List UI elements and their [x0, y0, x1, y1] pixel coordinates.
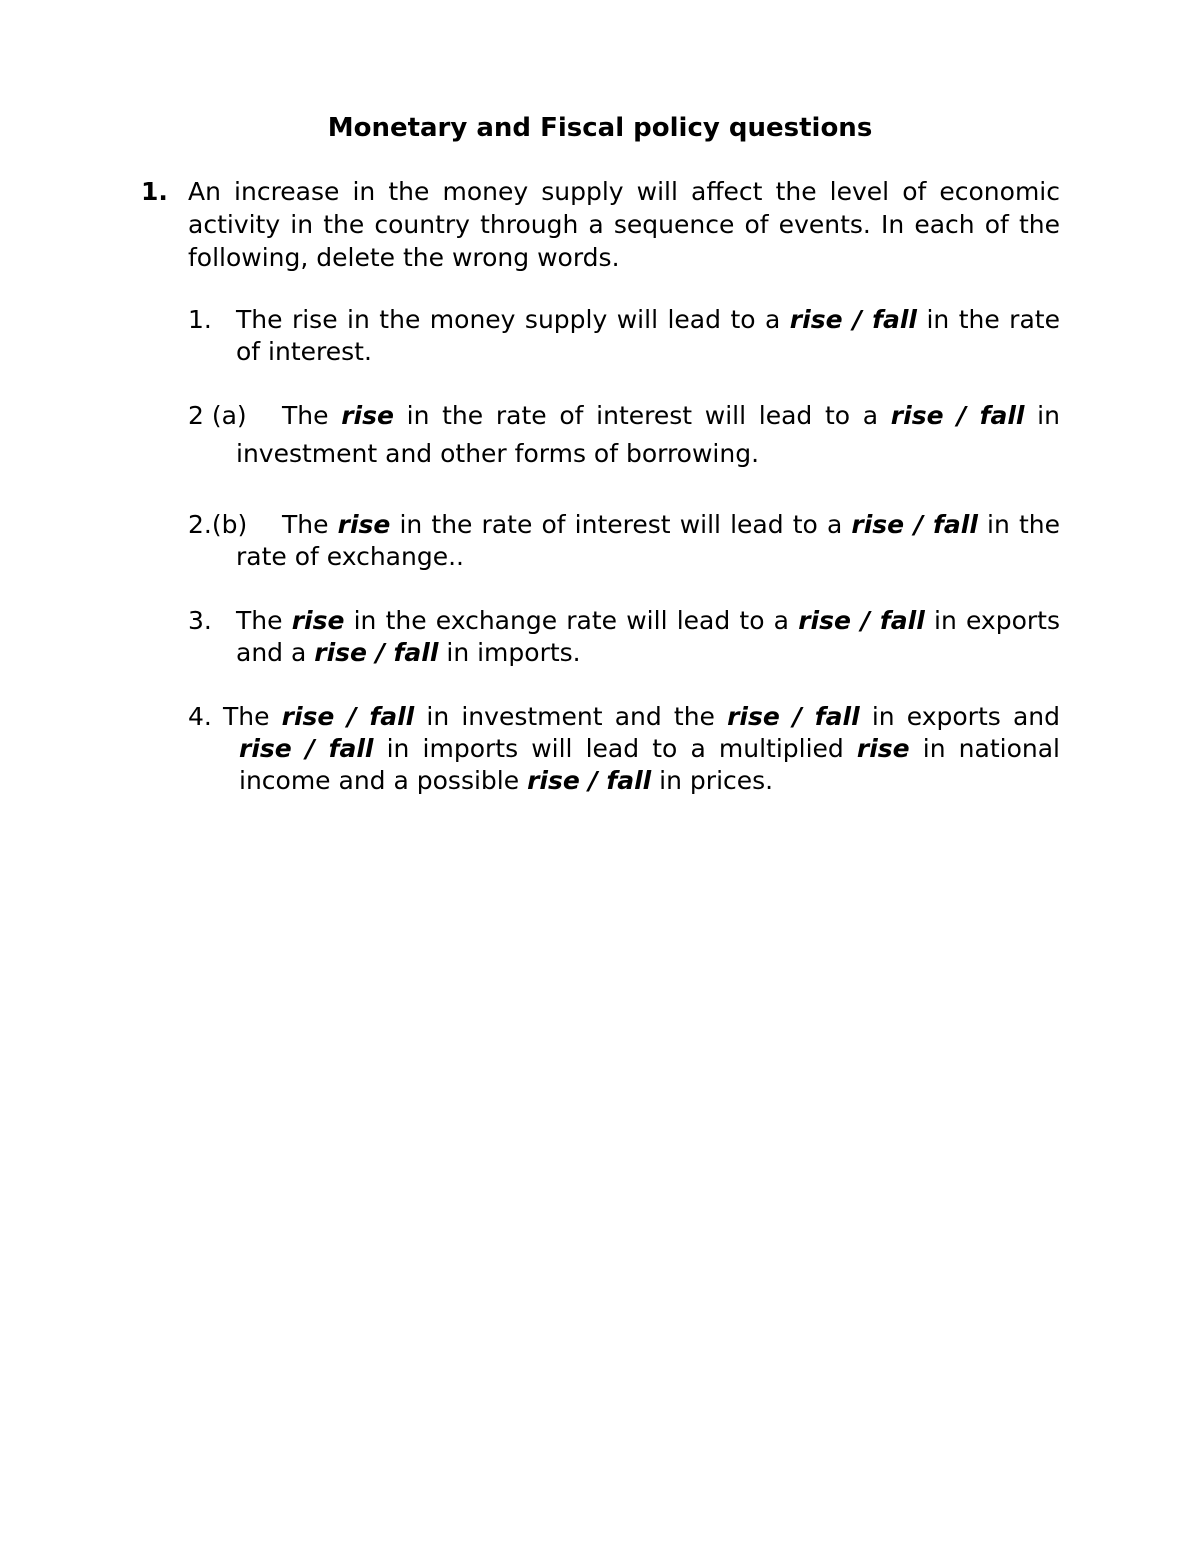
text-segment: in the rate of interest will lead to a: [393, 401, 891, 430]
question-number: 1.: [141, 177, 168, 206]
sub-item-line: investment and other forms of borrowing.: [236, 439, 760, 468]
text-segment: The: [223, 702, 282, 731]
text-segment: in exports and: [859, 702, 1060, 731]
choice-rise-fall: rise / fall: [314, 638, 439, 667]
choice-rise-fall: rise / fall: [281, 702, 415, 731]
text-segment: in prices.: [651, 766, 774, 795]
choice-rise-fall: rise / fall: [527, 766, 652, 795]
sub-item-label: 2 (a): [188, 401, 247, 430]
sub-item-body: [188, 509, 1060, 573]
text-segment: in the rate of exchange..: [236, 510, 1060, 571]
sub-item-2a: [188, 400, 1060, 470]
text-segment: The: [236, 606, 292, 635]
text-segment: in: [1024, 401, 1060, 430]
sub-item-body: [188, 304, 1060, 368]
sub-item-1: [188, 304, 1060, 368]
choice-rise-fall: rise / fall: [890, 401, 1025, 430]
choice-rise: rise: [341, 401, 394, 430]
text-segment: in the exchange rate will lead to a: [344, 606, 799, 635]
sub-item-label: 3.: [188, 606, 212, 635]
sub-item-body: [188, 701, 1060, 797]
choice-rise: rise: [291, 606, 345, 635]
choice-rise-fall: rise / fall: [798, 606, 925, 635]
choice-rise: rise: [856, 734, 910, 763]
sub-item-4: [188, 701, 1060, 797]
sub-item-2b: [188, 509, 1060, 573]
text-segment: in national income and a possible: [239, 734, 1060, 795]
text-segment: The: [282, 401, 342, 430]
sub-item-label: 4.: [188, 702, 212, 731]
sub-item-label: 2.(b): [188, 510, 248, 539]
choice-rise-fall: rise / fall: [239, 734, 374, 763]
document-title: Monetary and Fiscal policy questions: [327, 113, 873, 143]
choice-rise-fall: rise / fall: [789, 305, 917, 334]
text-segment: The: [282, 510, 338, 539]
sub-item-body: [188, 605, 1060, 669]
text-segment: The rise in the money supply will lead to a: [236, 305, 790, 334]
sub-item-line: [282, 400, 1060, 432]
text-segment: in the rate of interest will lead to a: [390, 510, 852, 539]
text-segment: in exports and a: [236, 606, 1060, 667]
sub-item-body: [188, 400, 1060, 470]
choice-rise-fall: rise / fall: [851, 510, 978, 539]
text-segment: in imports.: [438, 638, 581, 667]
text-segment: in the rate of interest.: [236, 305, 1060, 366]
text-segment: in imports will lead to a multiplied: [373, 734, 857, 763]
sub-item-3: [188, 605, 1060, 669]
text-segment: in investment and the: [414, 702, 728, 731]
sub-item-label: 1.: [188, 305, 212, 334]
choice-rise-fall: rise / fall: [727, 702, 860, 731]
choice-rise: rise: [337, 510, 391, 539]
question-text: An increase in the money supply will affect the level of economic activity in the country through a sequence of events. In each of the following, delete the wrong words.: [188, 177, 1060, 272]
